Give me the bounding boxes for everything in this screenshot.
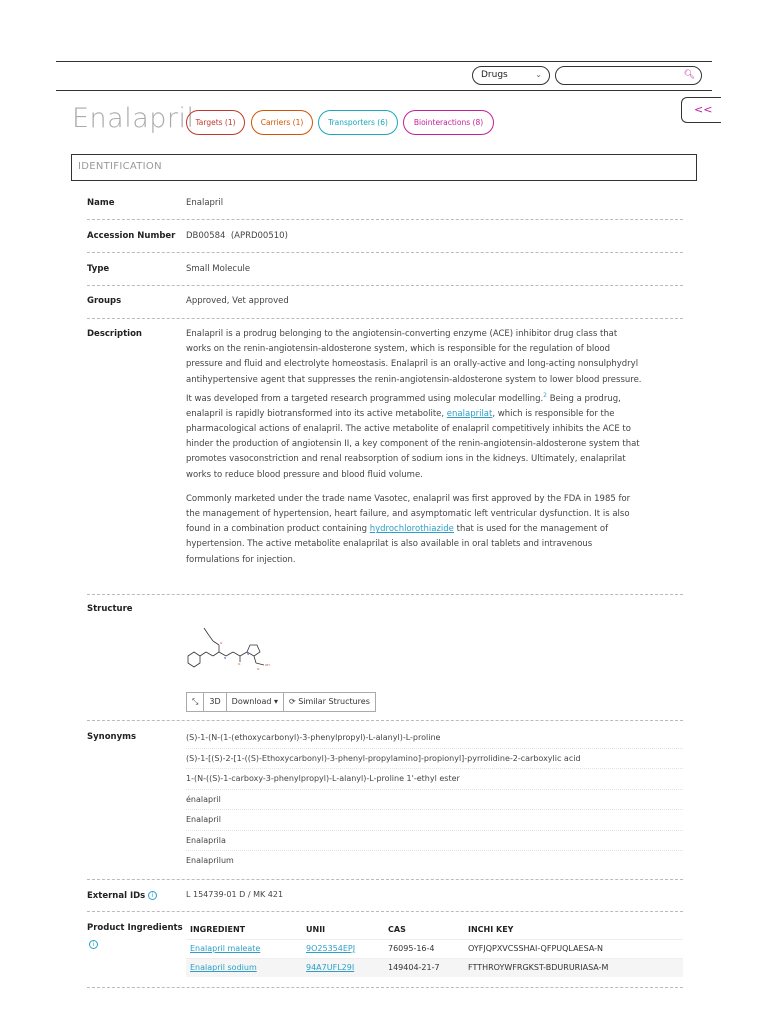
ingredient-link[interactable]: Enalapril sodium (190, 963, 257, 973)
synonym-item: Enalaprilum (186, 856, 234, 865)
divider (87, 285, 683, 286)
divider (87, 987, 683, 988)
svg-text:O: O (238, 662, 241, 666)
synonym-item: Enalapril (186, 810, 683, 831)
divider (87, 720, 683, 721)
divider (87, 911, 683, 912)
description-label: Description (87, 329, 142, 339)
type-value: Small Molecule (186, 264, 251, 274)
search-category-select[interactable] (472, 66, 550, 85)
groups-value: Approved, Vet approved (186, 296, 289, 306)
header-bottom-rule (56, 90, 712, 91)
synonyms-label: Synonyms (87, 732, 137, 742)
download-dropdown[interactable]: Download ▾ (227, 693, 284, 711)
synonym-item: Enalaprila (186, 831, 683, 852)
chemical-structure-image[interactable] (186, 618, 276, 673)
reference-link[interactable]: 2 (543, 391, 547, 399)
similar-structures-button[interactable]: ⟳ Similar Structures (288, 697, 370, 706)
transporters-tab[interactable]: Transporters (6) (318, 110, 398, 135)
collapse-sidebar-button[interactable]: << (681, 97, 721, 123)
structure-label: Structure (87, 604, 133, 614)
synonym-item: énalapril (186, 790, 683, 811)
carriers-tab[interactable]: Carriers (1) (251, 110, 313, 135)
external-ids-label: External IDs i (87, 891, 157, 901)
biointeractions-tab[interactable]: Biointeractions (8) (403, 110, 494, 135)
name-value: Enalapril (186, 198, 224, 208)
expand-icon[interactable]: ⤡ (187, 693, 204, 711)
external-ids-value: L 154739-01 D / MK 421 (186, 890, 284, 899)
divider (87, 219, 683, 220)
column-header: CAS (388, 925, 406, 935)
name-label: Name (87, 198, 115, 208)
column-header: INGREDIENT (190, 925, 246, 935)
search-input[interactable] (555, 66, 702, 85)
synonym-item: (S)-1-[(S)-2-[1-((S)-Ethoxycarbonyl)-3-phenyl-propylamino]-propionyl]-pyrrolidine-2-carboxylic acid (186, 749, 683, 770)
divider (87, 318, 683, 319)
svg-text:N: N (247, 652, 250, 656)
3d-button[interactable]: 3D (204, 693, 226, 711)
search-icon[interactable]: 🔍︎ (683, 70, 695, 80)
table-header-row (186, 921, 683, 939)
targets-tab[interactable]: Targets (1) (186, 110, 245, 135)
divider (87, 594, 683, 595)
cas-cell: 76095-16-4 (384, 939, 464, 958)
unii-link[interactable]: 9O25354EPJ (306, 944, 356, 953)
description-text (186, 327, 642, 568)
product-ingredients-label: Product Ingredients (87, 923, 183, 933)
accession-label: Accession Number (87, 231, 176, 241)
description-paragraph: Enalapril is a prodrug belonging to the angiotensin-converting enzyme (ACE) inhibitor drug class that works on the renin-angiotensin-aldosterone system, which is responsible for the regulation of blood pressure and fluid and electrolyte homeostasis. Enalapril is an orally-active and long-acting nonsulphydryl antihypertensive agent that suppresses the renin-angiotensin-aldosterone system to lower blood pressure. It was developed from a targeted research programmed using molecular modelling.$^2$ Being a prodrug, enalapril is rapidly biotransformed into its active metabolite, enalaprilat, which is responsible for the pharmacological actions of enalapril. The active metabolite of enalapril competitively inhibits the ACE to hinder the production of angiotensin II, a key component of the renin-angiotensin-aldosterone system that promotes vasoconstriction and renal reabsorption of sodium ions in the kidneys. Ultimately, enalaprilat works to reduce blood pressure and blood fluid volume. (186, 329, 642, 480)
synonym-item: 1-(N-((S)-1-carboxy-3-phenylpropyl)-L-alanyl)-L-proline 1'-ethyl ester (186, 769, 683, 790)
svg-text:O: O (257, 667, 260, 671)
inchi-key-cell: OYFJQPXVCSSHAI-QFPUQLAESA-N (464, 939, 683, 958)
cas-cell: 149404-21-7 (384, 958, 464, 977)
accession-value: DB00584 (APRD00510) (186, 231, 288, 241)
page-title: Enalapril (72, 103, 195, 134)
column-header: INCHI KEY (468, 925, 514, 935)
inchi-key-cell: FTTHROYWFRGKST-BDURURIASA-M (464, 958, 683, 977)
divider (87, 252, 683, 253)
search-category-label: Drugs (481, 70, 508, 80)
svg-text:N: N (224, 656, 227, 660)
info-icon[interactable]: i (148, 891, 157, 900)
svg-text:OH: OH (265, 663, 270, 667)
structure-toolbar (186, 692, 376, 712)
chevron-down-icon: ⌄ (535, 70, 542, 79)
header-top-rule (56, 61, 712, 62)
groups-label: Groups (87, 296, 122, 306)
column-header: UNII (306, 925, 326, 935)
table-row (186, 939, 683, 958)
unii-link[interactable]: 94A7UFL29I (306, 963, 355, 973)
info-icon[interactable]: i (89, 940, 98, 949)
enalaprilat-link[interactable]: enalaprilat (446, 408, 493, 419)
description-paragraph: Commonly marketed under the trade name Vasotec, enalapril was first approved by the FDA in 1985 for the management of hypertension, heart failure, and asymptomatic left ventricular dysfunction. It is also found in a combination product containing hydrochlorothiazide that is used for the management of hypertension. The active metabolite enalaprilat is also available in oral tablets and intravenous formulations for injection. (186, 493, 631, 565)
section-header: IDENTIFICATION (71, 154, 697, 181)
divider (87, 879, 683, 880)
svg-text:O: O (220, 641, 223, 645)
synonym-item: (S)-1-(N-(1-(ethoxycarbonyl)-3-phenylpropyl)-L-alanyl)-L-proline (186, 728, 683, 749)
ingredient-link[interactable]: Enalapril maleate (190, 944, 261, 953)
hydrochlorothiazide-link[interactable]: hydrochlorothiazide (369, 524, 454, 535)
type-label: Type (87, 264, 110, 274)
product-ingredients-table (186, 921, 683, 977)
table-row (186, 958, 683, 977)
